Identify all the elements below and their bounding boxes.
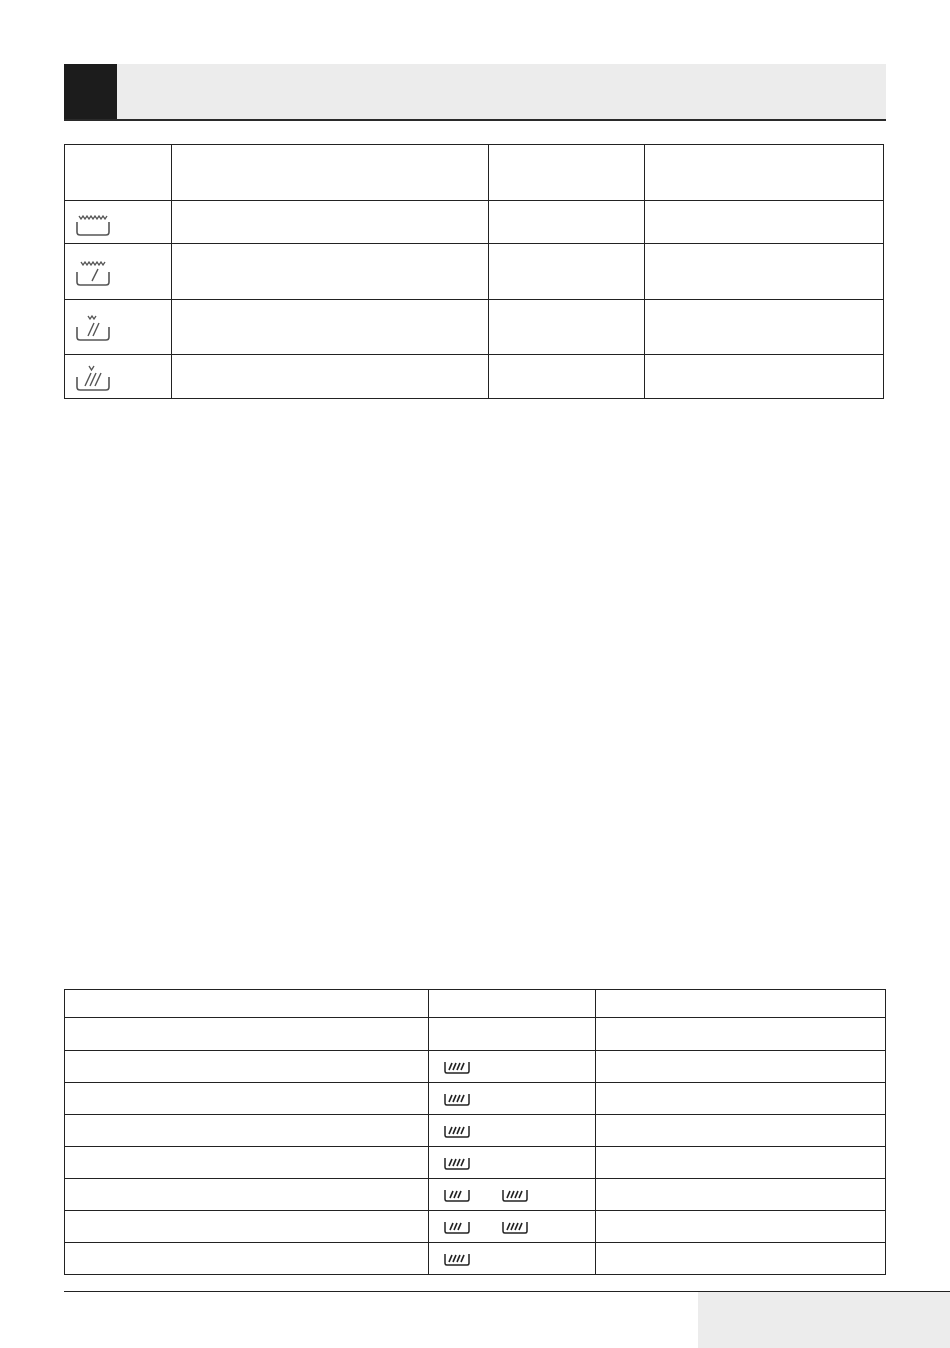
page-number-box: [698, 1292, 950, 1348]
settings-header-cell-1: [65, 990, 429, 1018]
settings-icon-cell: [429, 1083, 596, 1115]
steam-basin-icon-zigzag-one-slash: [75, 257, 115, 287]
programme-icon-cell: [65, 244, 172, 300]
grill-level-icon: [443, 1155, 471, 1171]
programme-cell: [489, 201, 645, 244]
grill-level-icon: [501, 1187, 529, 1203]
programme-cell: [645, 201, 884, 244]
settings-cell: [596, 1243, 886, 1275]
programme-cell: [645, 244, 884, 300]
table-row: [65, 1083, 886, 1115]
table-row: [65, 355, 884, 399]
settings-icon-cell: [429, 1179, 596, 1211]
programme-header-cell-2: [172, 145, 489, 201]
settings-cell: [596, 1211, 886, 1243]
settings-cell: [596, 1115, 886, 1147]
programme-table: [64, 144, 884, 399]
programme-cell: [489, 355, 645, 399]
programme-table-header-row: [65, 145, 884, 201]
settings-cell: [596, 1179, 886, 1211]
programme-cell: [645, 300, 884, 355]
settings-cell: [65, 1211, 429, 1243]
grill-level-icon: [501, 1219, 529, 1235]
section-number-block: [64, 64, 117, 119]
steam-basin-icon-v-three-slash: [75, 362, 115, 392]
settings-icon-cell: [429, 1211, 596, 1243]
settings-icon-cell: [429, 1051, 596, 1083]
table-row: [65, 1018, 886, 1051]
table-row: [65, 1243, 886, 1275]
table-row: [65, 1051, 886, 1083]
grill-level-icon: [443, 1123, 471, 1139]
steam-basin-icon-zigzag: [75, 207, 115, 237]
programme-cell: [172, 355, 489, 399]
programme-cell: [172, 300, 489, 355]
settings-icon-cell: [429, 1147, 596, 1179]
settings-cell: [65, 1051, 429, 1083]
programme-header-cell-1: [65, 145, 172, 201]
settings-header-cell-2: [429, 990, 596, 1018]
settings-icon-cell: [429, 1115, 596, 1147]
programme-icon-cell: [65, 355, 172, 399]
programme-header-cell-4: [645, 145, 884, 201]
programme-cell: [172, 201, 489, 244]
section-header: [64, 64, 886, 121]
table-row: [65, 1115, 886, 1147]
table-row: [65, 1147, 886, 1179]
grill-level-icon: [443, 1219, 471, 1235]
settings-cell: [596, 1051, 886, 1083]
settings-cell: [596, 1147, 886, 1179]
settings-cell: [65, 1083, 429, 1115]
table-row: [65, 244, 884, 300]
settings-cell: [596, 1083, 886, 1115]
programme-icon-cell: [65, 201, 172, 244]
table-row: [65, 1179, 886, 1211]
table-row: [65, 201, 884, 244]
settings-icon-cell: [429, 1243, 596, 1275]
settings-table-header-row: [65, 990, 886, 1018]
grill-level-icon: [443, 1059, 471, 1075]
steam-basin-icon-v-two-slash: [75, 312, 115, 342]
programme-header-cell-3: [489, 145, 645, 201]
grill-level-icon: [443, 1091, 471, 1107]
table-row: [65, 1211, 886, 1243]
programme-cell: [489, 244, 645, 300]
settings-table: [64, 989, 886, 1275]
settings-cell: [65, 1018, 429, 1051]
grill-level-icon: [443, 1187, 471, 1203]
settings-cell: [65, 1179, 429, 1211]
programme-cell: [489, 300, 645, 355]
grill-level-icon: [443, 1251, 471, 1267]
settings-header-cell-3: [596, 990, 886, 1018]
programme-icon-cell: [65, 300, 172, 355]
settings-icon-cell: [429, 1018, 596, 1051]
settings-cell: [65, 1115, 429, 1147]
programme-cell: [172, 244, 489, 300]
table-row: [65, 300, 884, 355]
settings-cell: [596, 1018, 886, 1051]
settings-cell: [65, 1243, 429, 1275]
settings-cell: [65, 1147, 429, 1179]
programme-cell: [645, 355, 884, 399]
